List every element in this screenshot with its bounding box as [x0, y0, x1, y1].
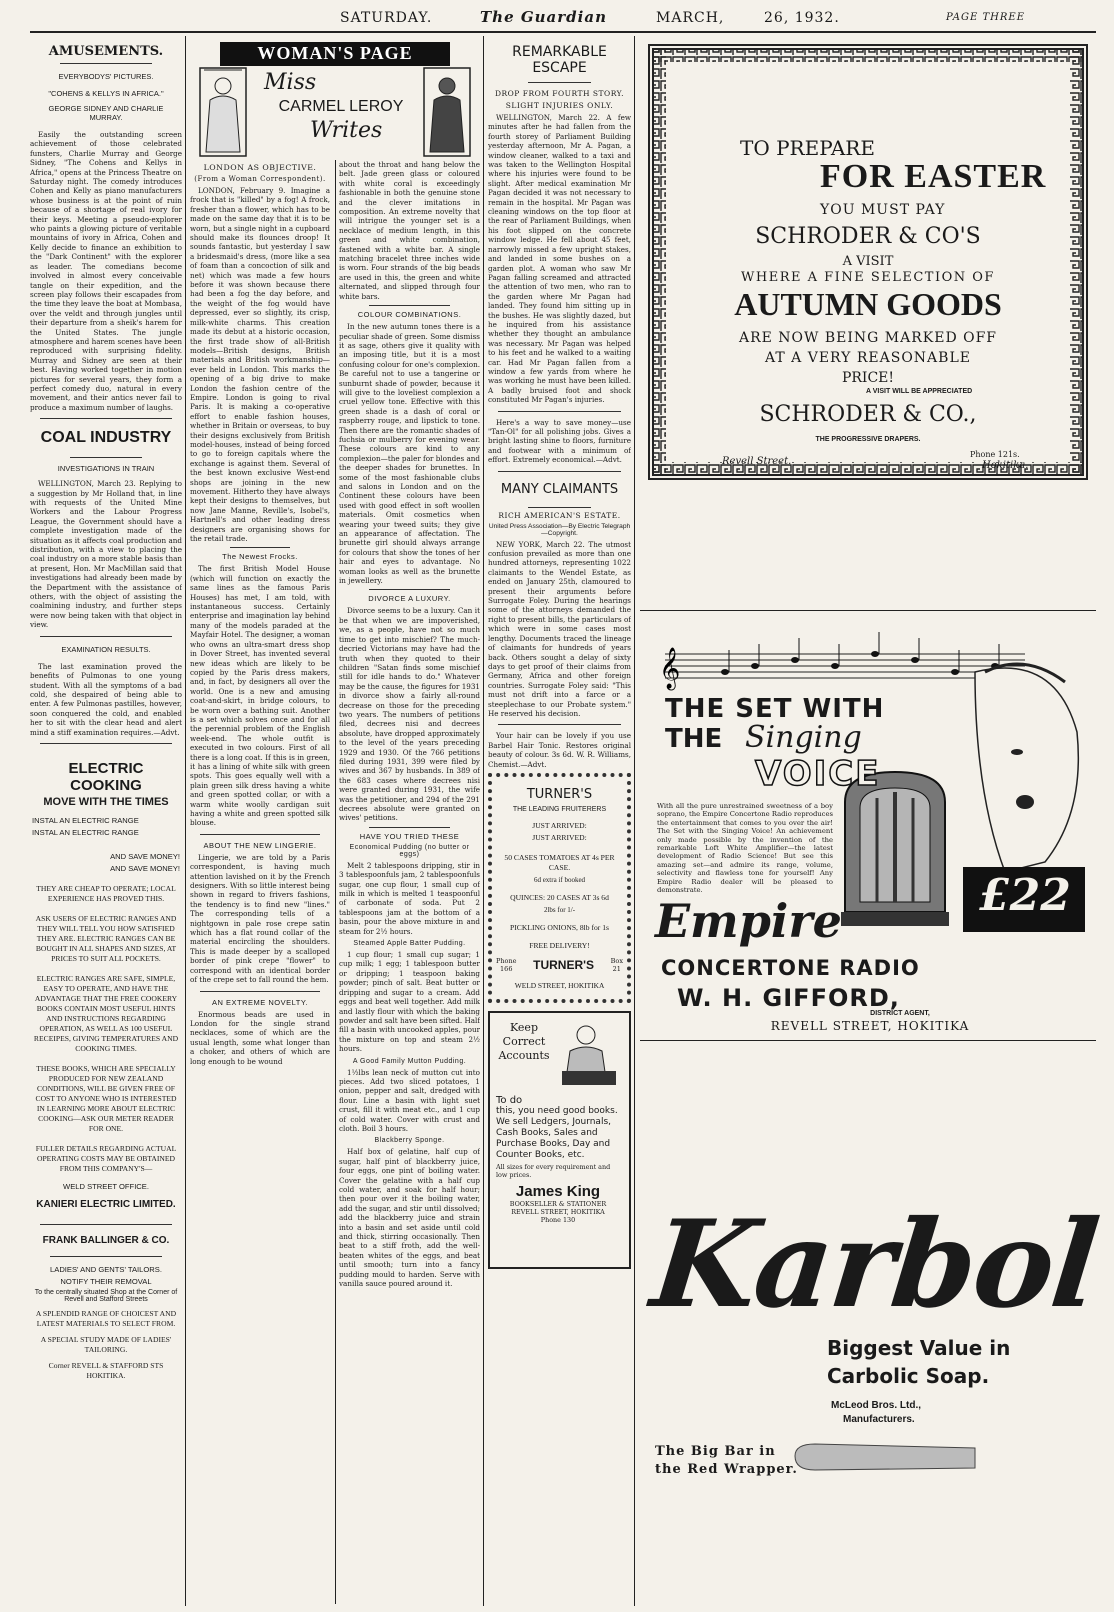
schroder-line: AT A VERY REASONABLE	[765, 350, 971, 366]
womans-page-column-b	[339, 160, 480, 1604]
byline-writes: Writes	[310, 118, 383, 143]
ballinger-line: LADIES' AND GENTS' TAILORS.	[50, 1264, 162, 1274]
amusements-venue: EVERYBODYS' PICTURES.	[58, 72, 154, 81]
james-king-description: this, you need good books. We sell Ledgers, Journals, Cash Books, Sales and Purchase Books, Day and Counter Books, etc.	[496, 1105, 618, 1160]
escape-subheading: DROP FROM FOURTH STORY.	[495, 89, 624, 98]
escape-subheading: SLIGHT INJURIES ONLY.	[505, 101, 614, 110]
turners-contact-row	[496, 957, 623, 973]
ballinger-line: NOTIFY THEIR REMOVAL	[60, 1276, 152, 1286]
electric-line: INSTAL AN ELECTRIC RANGE	[32, 827, 139, 837]
headline-word: Keep	[510, 1020, 538, 1034]
electric-cooking-advert	[30, 750, 182, 1218]
electric-paragraph: ELECTRIC RANGES ARE SAFE, SIMPLE, EASY TO OPERATE, AND HAVE THE ADVANTAGE THAT THE FREE COOKERY BOOKS CONTAIN MOST USEFUL HINTS AND INSTRUCTIONS REGARDING OPERATION, AS WELL AS 100 USEFUL RECEIPES, GIVING TEMPERATURES AND COOKING TIMES.	[33, 973, 179, 1053]
radio-cabinet-icon	[841, 772, 949, 926]
divider	[498, 724, 621, 725]
svg-text:𝄞: 𝄞	[659, 648, 681, 689]
turners-line: 50 CASES TOMATOES AT 4s PER CASE.	[504, 852, 615, 872]
ballinger-heading: FRANK BALLINGER & CO.	[42, 1234, 170, 1246]
claimants-subheading: RICH AMERICAN'S ESTATE.	[498, 510, 621, 520]
empire-radio-advert	[645, 612, 1095, 1024]
recipe-body: Half box of gelatine, half cup of sugar, half pint of blackberry juice, four eggs, one pint of boiling water. Cover the gelatine with a half cup cold water, and soak for half hour; then pour over it the boiling water, add the sugar, and stir until dissolved; add the blackberry juice and strain into a basin and set aside until cold and thick, stirring occasionally. Then beat to a stiff froth, add the well-beaten whites of the eggs, and beat until smooth; turn into a fancy pudding mould to harden. Serve with vanilla sauce poured around it.	[339, 1147, 480, 1289]
singing-boy-icon	[975, 664, 1078, 872]
turners-line: 2lbs for 1/-	[543, 905, 576, 914]
schroder-line: PRICE!	[841, 370, 895, 386]
headline-word: Accounts	[498, 1048, 550, 1062]
lady-figure-icon	[424, 68, 470, 156]
schroder-street: Revell Street.	[722, 456, 792, 467]
amusements-stars: GEORGE SIDNEY AND CHARLIE MURRAY.	[48, 104, 164, 122]
karbol-maker: Manufacturers.	[843, 1414, 915, 1425]
article-heading: LONDON AS OBJECTIVE.	[203, 163, 317, 172]
coal-industry-subheading: INVESTIGATIONS IN TRAIN	[57, 464, 155, 474]
examination-heading: EXAMINATION RESULTS.	[61, 644, 151, 654]
divider	[40, 418, 172, 419]
radio-dealer: W. H. GIFFORD,	[677, 984, 900, 1012]
box-label: Box	[610, 956, 623, 965]
divider	[60, 63, 152, 64]
radio-address: REVELL STREET, HOKITIKA	[770, 1019, 970, 1033]
section-rule	[640, 610, 1096, 611]
schroder-line: A VISIT	[842, 254, 894, 269]
recipe-body: Melt 2 tablespoons dripping, stir in 3 tablespoonfuls jam, 2 tablespoonfuls sugar, one cup flour, 1 small cup of milk in which is melted 1 teaspoonful of carbonate of soda. Put 2 tablespoons jam at the bottom of a basin, pour the above mixture in and steam for 2½ hours.	[339, 860, 480, 936]
article-body: LONDON, February 9. Imagine a frock that is "killed" by a fog! A frock, fresher than a flower, which has to be made on the same day that it is to be worn, but a single night in a cupboard should make its flounces droop! It sounds fantastic, but yesterday I saw a bridesmaid's dress, (more like a sea of foam than a concoction of silk and net) which was made a few hours before it was shown because there had been a fog the day before, and the weight of the fog would have depressed, ever so slightly, its crisp, milk-white charms. This creation made its debut at a historic occasion, the first trade show of all-British models—British designs, British materials and British workmanship—ever held in London. This marks the opening of a big drive to make London the fashion centre of the Empire. London is going to rival Paris. It is making a co-operative effort to enable fashion houses, whether in Britain or overseas, to buy their designs exclusively from British model-houses, instead of being forced to go to foreign capitals where the exchange is against them. Several of the best known exclusive West-end shops are joining in the new movement. Hitherto they have always kept their designs to themselves, but now Jane Manne, Reville's, Isobel's, Hartnell's and other leading dress designers are organising shows for the retail trade.	[190, 186, 330, 544]
article-body: Divorce seems to be a luxury. Can it be that when we are impoverished, we, as a people, have not so much time to get into mischief? The much-decried Victorians may have had the truth when they quoted to their children "Satan finds some mischief still for idle hands to do." Whatever may be the cause, the figures for 1931 in divorce show a fairly all-round decrease on those for the preceding two years. The numbers of petitions filed, decrees nisi and decrees absolute, have dropped approximately to the level of the years preceding 1929 and 1930. Of the 766 petitions filed during 1931, 399 were filed by wives and 367 by husbands. In 389 of the 683 cases where decrees nisi were granted during 1931, the wife was the petitioner, and 294 of the 291 decrees absolute were granted on wives' petitions.	[339, 606, 480, 823]
womans-page-title: WOMAN'S PAGE	[257, 43, 413, 63]
ballinger-line: Corner REVELL & STAFFORD STS HOKITIKA.	[48, 1360, 164, 1380]
divider	[369, 305, 450, 306]
electric-cooking-heading: ELECTRIC COOKING	[68, 759, 144, 794]
recipe-title: Blackberry Sponge.	[374, 1137, 445, 1145]
karbol-advert	[645, 1194, 1104, 1520]
escape-article-body: WELLINGTON, March 22. A few minutes after he had fallen from the fourth storey of Parliament Building yesterday afternoon, Mr A. Pagan, a window cleaner, walked to a taxi and was taken to the Wellington Hospital where his injuries were found to be slight. After medical examination Mr Pagan decided it was not necessary to remain in the hospital. Mr Pagan was cleaning windows on the top floor at the rear of Parliament Buildings, when his foot slipped on the concrete window ledge. He fell about 45 feet, narrowly missed a few upright stakes, and landed in some bushes on a garden plot. A woman who saw Mr Pagan falling screamed and attracted the attention of two men, who ran to the garden where Mr Pagan had landed. They found him sitting up in the bushes. He was slightly dazed, but he inquired from his assistance whether they thought an ambulance was necessary. Mr Pagan was helped to his feet and he walked to a waiting car. Had Mr Pagan fallen from a window a few yards from where he was working he must have been killed. A badly bruised foot and shock constituted Mr Pagan's injuries.	[488, 113, 631, 405]
divider	[200, 991, 320, 992]
claimants-source: United Press Association—By Electric Telegraph—Copyright.	[488, 522, 631, 537]
james-king-note: All sizes for every requirement and low prices.	[496, 1162, 611, 1179]
phone-number: 166	[500, 964, 513, 973]
electric-paragraph: ASK USERS OF ELECTRIC RANGES AND THEY WILL TELL YOU HOW SATISFIED THEY ARE. ELECTRIC RANGES CAN BE BOUGHT IN ALL SHAPES AND SIZES, AT PRICES TO SUIT ALL POCKETS.	[35, 913, 177, 963]
masthead-paper-name: The Guardian	[480, 8, 607, 26]
byline-miss: Miss	[264, 70, 317, 95]
claimants-heading: MANY CLAIMANTS	[500, 481, 619, 497]
masthead-date: 26, 1932.	[764, 10, 840, 26]
turners-line: PICKLING ONIONS, 8lb for 1s	[510, 922, 609, 932]
radio-dealer-details	[645, 1010, 1095, 1033]
byline-name: CARMEL LEROY	[278, 98, 404, 115]
womans-page-column-a	[190, 160, 330, 1604]
ballinger-line: A SPECIAL STUDY MADE OF LADIES' TAILORING.	[40, 1334, 172, 1354]
divider	[40, 636, 172, 637]
turners-advert	[488, 773, 631, 1003]
escape-heading-line: REMARKABLE ESCAPE	[512, 44, 607, 76]
divider	[498, 411, 621, 412]
electric-line: AND SAVE MONEY!	[110, 851, 180, 861]
schroder-town: Hokitika.	[982, 460, 1029, 471]
divider	[40, 743, 172, 744]
masthead-month: MARCH,	[656, 10, 725, 26]
section-rule	[640, 1040, 1096, 1041]
radio-description: With all the pure unrestrained sweetness of a boy soprano, the Empire Concertone Radio reproduces the entertainment that comes to you over the air! The Set with the Singing Voice! An achievement only made possible by the invention of the remarkable Loft White Amplifier—the latest development of Radio Science! But see this amazing set—and admire its range, volume, selectivity and flawless tone for yourself! Any Empire Radio dealer will be pleased to demonstrate.	[657, 802, 833, 895]
divider	[50, 1256, 162, 1257]
radio-brand: Empire	[655, 894, 842, 948]
column-divider	[335, 160, 336, 1604]
masthead-day: SATURDAY.	[340, 10, 433, 26]
radio-headline: THE	[665, 724, 723, 754]
james-king-name: James King	[515, 1182, 601, 1200]
article-heading: AN EXTREME NOVELTY.	[212, 997, 308, 1007]
turners-line: JUST ARRIVED:	[532, 820, 587, 830]
article-body: Lingerie, we are told by a Paris correspondent, is having much attention lavished on it by the French designers. With so little interest being shown in regard to frivers fashions, the tendency is to find new "lines." The corresponding tells of a nightgown in pale rose crepe satin which has a flat round collar of the material encircling the shoulders. This is made deeper by a scalloped border of pink crepe "flower" to correspond with an identical border of the crepe set to fall round the hem.	[190, 852, 330, 985]
article-source: (From a Woman Correspondent).	[194, 175, 326, 183]
recipe-title: Steamed Apple Batter Pudding.	[353, 940, 466, 948]
divider	[200, 834, 320, 835]
article-body: Enormous beads are used in London for the single strand necklaces, some of which are the usual length, some what longer than a choker, and others of which are long enough to be wound	[190, 1009, 330, 1066]
schroder-tagline: THE PROGRESSIVE DRAPERS.	[815, 436, 921, 443]
james-king-address: REVELL STREET, HOKITIKA	[511, 1207, 605, 1216]
amusements-article-body: Easily the outstanding screen achievement of those celebrated funsters, Charlie Murray and George Sidney, "The Cohens and Kellys in Africa," opens at the Princess Theatre on Saturday night. The comedy introduces Cohen and Kelly as piano manufacturers whose business is at the point of ruin because of a shortage of real ivory for their keys. Meeting a pseudo-explorer who paints a glowing picture of veritable mountains of ivory in Africa, Cohen and Kelly decide to finance an exhibition to the "Dark Continent" with the explorer as leader. The comedians become involved in almost every conceivable tangle on their expedition, and the screen play follows their escapades from the time they leave the boat at Mombasa, over the veldt and through jungles until their departure from a sheik's harem for the United States. The jungle atmosphere and harem scenes have been reproduced with surprising fidelity. Murray and Sidney are seen at their best. Having worked together in motion pictures for several years, they form a perfect comedy duo, natural in every movement, and their antics never fail to produce a maximum number of laughs.	[30, 130, 182, 412]
electric-office: WELD STREET OFFICE.	[63, 1181, 149, 1191]
divider	[70, 457, 142, 458]
column-divider	[483, 36, 484, 1606]
electric-line: AND SAVE MONEY!	[110, 863, 180, 873]
divider	[369, 827, 450, 828]
schroder-name: SCHRODER & CO.,	[759, 402, 977, 427]
article-body: The first British Model House (which will function on exactly the same lines as the famous Paris Houses) has met, I am told, with instantaneous success. Certainly enterprise and imagination lay behind many of the models paraded at the Mayfair Hotel. The designer, a woman who owns an ultra-smart dress shop in Dover Street, has invented several new ideas which are likely to be copied by the Paris dress makers, and, in fact, by designers all over the world. One is a new and amusing coat-and-skirt, in bridge colours, to be worn over a bathing suit. Another is a set which solves once and for all the perennial problem of the English week-end. The whole outfit is executed in two colours. First of all there is a long coat. If this is in green, it has a lining of white silk with green spots. This goes equally well with a plain green silk dress having a white and green spotted collar, or with a warm white woolly cardigan suit having a white and green spotted silk blouse.	[190, 564, 330, 828]
james-king-trade: BOOKSELLER & STATIONER	[509, 1199, 607, 1208]
lady-figure-icon	[200, 68, 246, 156]
turners-name-footer: TURNER'S	[533, 957, 594, 972]
divider	[498, 471, 621, 472]
article-heading: DIVORCE A LUXURY.	[368, 594, 451, 604]
turners-name: TURNER'S	[526, 786, 593, 802]
tanol-advert: Here's a way to save money—use "Tan-Ol" for all polishing jobs. Gives a bright lasting shine to floors, furniture and footwear with a minimum of effort. Extremely economical.—Advt.	[488, 417, 631, 465]
radio-agent: DISTRICT AGENT,	[870, 1010, 930, 1017]
divider	[230, 547, 290, 548]
claimants-article-body: NEW YORK, March 22. The utmost confusion prevailed as more than one hundred attorneys, representing 1022 claimants to the Wendel Estate, as ended on January 25th, clamoured to present their arguments before Surrogate Foley. During the hearings some of the attorneys demanded the right to present bills, the particulars of which were in some cases most lengthy. Documents traced the lineage of claimants for hundreds of years back. Others sought a delay of sixty days to get proof of their claims from Germany, Africa and other foreign countries. Surrogate Foley said: "This must not drift into a farce or a steeplechase to our Probate system." He reserved his decision.	[488, 539, 631, 718]
schroder-line: A VISIT WILL BE APPRECIATED	[866, 388, 973, 395]
electric-paragraph: THESE BOOKS, WHICH ARE SPECIALLY PRODUCED FOR NEW ZEALAND CONDITIONS, WILL BE GIVEN FREE OF COST TO ANYONE WHO IS INTERESTED IN LEARNING MORE ABOUT ELECTRIC COOKING—ASK OUR METER READER FOR ONE.	[35, 1063, 177, 1133]
column-left	[30, 34, 182, 1604]
recipe-title: Economical Pudding (no butter or eggs)	[349, 843, 470, 858]
radio-price: £22	[979, 870, 1071, 921]
recipe-body: 1 cup flour; 1 small cup sugar; 1 cup milk; 1 egg; 1 tablespoon butter or dripping; 1 teaspoon baking powder; pinch of salt. Beat butter or dripping and sugar to a cream. Add eggs and beat well together. Add milk and lastly flour with which the baking powder and salt have been sifted. Half fill a basin with uncooked apples, pour the mixture on top and steam 2½ hours.	[339, 950, 480, 1054]
recipe-body: 1½lbs lean neck of mutton cut into pieces. Add two sliced potatoes, 1 onion, pepper and salt, dredged with flour. Line a basin with light suet crust, fill it with meat etc., and 1 cup of cold water. Cover with crust and cloth. Boil 3 hours.	[339, 1067, 480, 1133]
ballinger-line: A SPLENDID RANGE OF CHOICEST AND LATEST MATERIALS TO SELECT FROM.	[35, 1308, 177, 1328]
turners-line: FREE DELIVERY!	[529, 940, 590, 950]
divider	[369, 589, 450, 590]
music-staff-icon	[659, 632, 1025, 690]
turners-box	[611, 957, 623, 973]
article-body: In the new autumn tones there is a peculiar shade of green. Some dismiss it as sage, others give it quality with an imposing title, but it is a most confusing colour for one's complexion. Be careful not to use a tangerine or sunburnt shade of powder, because it will give to the loveliest complexion a cruel yellow tone. Effective with this green shade is a dash of coral or raspberry rouge, and lipstick to tone. Then there are the romantic shades of fuchsia or mulberry for evening wear. These colours are kind to any complexion—the paler for blondes and the deeper shades for brunettes. In some of the most fashionable clubs and salons in London and on the Continent these colours have been used with good effect in soft woollen materials. Omit cosmetics when wearing your tweed suits; they give an appearance of affectation. The brunette girl should always arrange for colours that show the tones of her hair and eyes to advantage. No woman looks as well as the brunette in jewellery.	[339, 322, 480, 586]
radio-headline-script: Singing	[745, 720, 862, 755]
turners-line: JUST ARRIVED:	[532, 832, 587, 842]
karbol-slogan: Carbolic Soap.	[827, 1364, 990, 1388]
turners-phone	[496, 957, 517, 973]
column-divider	[185, 36, 186, 1606]
coal-industry-article-body: WELLINGTON, March 23. Replying to a suggestion by Mr Holland that, in line with requests of the United Mine Workers and the Labour Progress League, the Government should have a complete investigation made of the situation as it affects coal production and distribution, with a view to placing the coal industry on a more stable basis than at present, Hon. Mr MacMillan said that investigations had already been made by the Department with the assistance of others, with the object of assisting the coalmining industry, and further steps were now being taken with that object in view.	[30, 479, 182, 630]
james-king-phone: Phone 130	[540, 1215, 576, 1224]
james-king-body	[496, 1095, 620, 1224]
radio-model: CONCERTONE RADIO	[661, 956, 920, 980]
hair-tonic-advert: Your hair can be lovely if you use Barbel Hair Tonic. Restores original beauty of colour. 3s 6d. W. R. Williams, Chemist.—Advt.	[488, 731, 631, 769]
article-heading: HAVE YOU TRIED THESE	[359, 831, 460, 841]
phone-label: Phone	[496, 956, 517, 965]
article-heading: COLOUR COMBINATIONS.	[357, 310, 462, 320]
schroder-line: ARE NOW BEING MARKED OFF	[738, 330, 998, 346]
column-divider	[634, 36, 635, 1606]
karbol-logo: Karbol	[645, 1194, 1104, 1335]
divider	[40, 1224, 172, 1225]
soap-bar-icon	[785, 1436, 985, 1476]
amusements-heading: AMUSEMENTS.	[48, 44, 164, 59]
masthead	[0, 0, 1114, 30]
clerk-illustration-icon	[556, 1019, 622, 1089]
turners-tagline: THE LEADING FRUITERERS	[512, 805, 607, 813]
box-number: 21	[612, 964, 621, 973]
schroder-line: SCHRODER & CO'S	[755, 224, 981, 249]
james-king-advert	[488, 1011, 631, 1269]
karbol-tagline: The Big Bar in	[655, 1444, 776, 1459]
headline-word: Correct	[502, 1034, 546, 1048]
schroder-phone: Phone 121s.	[970, 450, 1020, 459]
karbol-maker: McLeod Bros. Ltd.,	[831, 1400, 921, 1411]
electric-paragraph: THEY ARE CHEAP TO OPERATE; LOCAL EXPERIENCE HAS PROVED THIS.	[36, 883, 176, 903]
james-king-todo: To do	[496, 1094, 523, 1106]
amusements-film-title: "COHENS & KELLYS IN AFRICA."	[48, 89, 164, 98]
divider	[528, 507, 591, 508]
radio-headline: THE SET WITH	[665, 694, 885, 724]
electric-paragraph: FULLER DETAILS REGARDING ACTUAL OPERATING COSTS MAY BE OBTAINED FROM THIS COMPANY'S—	[35, 1143, 177, 1173]
ballinger-line: To the centrally situated Shop at the Corner of Revell and Stafford Streets	[34, 1288, 178, 1303]
masthead-rule	[30, 31, 1096, 33]
schroder-line: WHERE A FINE SELECTION OF	[741, 270, 995, 285]
karbol-tagline: the Red Wrapper.	[655, 1462, 798, 1477]
electric-cooking-slogan: MOVE WITH THE TIMES	[43, 795, 169, 808]
schroder-advert	[660, 58, 1076, 471]
james-king-headline	[496, 1021, 552, 1063]
kanieri-electric-name: KANIERI ELECTRIC LIMITED.	[36, 1198, 176, 1210]
schroder-line: TO PREPARE	[740, 136, 875, 160]
article-heading: The Newest Frocks.	[222, 552, 298, 562]
karbol-slogan: Biggest Value in	[827, 1336, 1011, 1360]
radio-headline-voice: VOICE	[755, 754, 881, 794]
page-number: PAGE THREE	[946, 12, 1026, 23]
article-heading: ABOUT THE NEW LINGERIE.	[203, 840, 317, 850]
recipe-title: A Good Family Mutton Pudding.	[352, 1057, 467, 1065]
coal-industry-heading: COAL INDUSTRY	[40, 429, 172, 447]
divider	[528, 82, 591, 83]
column-third	[488, 34, 631, 1604]
turners-line: 6d extra if booked	[533, 875, 586, 884]
turners-address: WELD STREET, HOKITIKA	[514, 980, 605, 990]
schroder-line: FOR EASTER	[820, 158, 1047, 195]
examination-advert-body: The last examination proved the benefits of Pulmonas to one young student. With all the symptoms of a bad cold, she despaired of being able to enter. A few Pulmonas pastilles, however, soon conquered the cold, and enabled her to sit with the clear head and alert mind a stiff examination requires.—Advt.	[30, 661, 182, 737]
turners-line: QUINCES: 20 CASES AT 3s 6d	[510, 892, 609, 902]
electric-line: INSTAL AN ELECTRIC RANGE	[32, 815, 139, 825]
schroder-line: YOU MUST PAY	[820, 202, 946, 218]
article-body: about the throat and hang below the belt. Jade green glass or coloured with white coral is exceedingly fashionable in both the genuine stone and the clever imitations in composition. An extreme novelty that will intrigue the younger set is a necklace of medium length, in this green and white combination, fastened with a white bar. A single matching bracelet three inches wide is worn. Four strands of the big beads are used in this, the green and white alternated, and slipped through four white bars.	[339, 160, 480, 301]
schroder-line: AUTUMN GOODS	[734, 286, 1002, 322]
womans-page-banner	[190, 40, 480, 160]
